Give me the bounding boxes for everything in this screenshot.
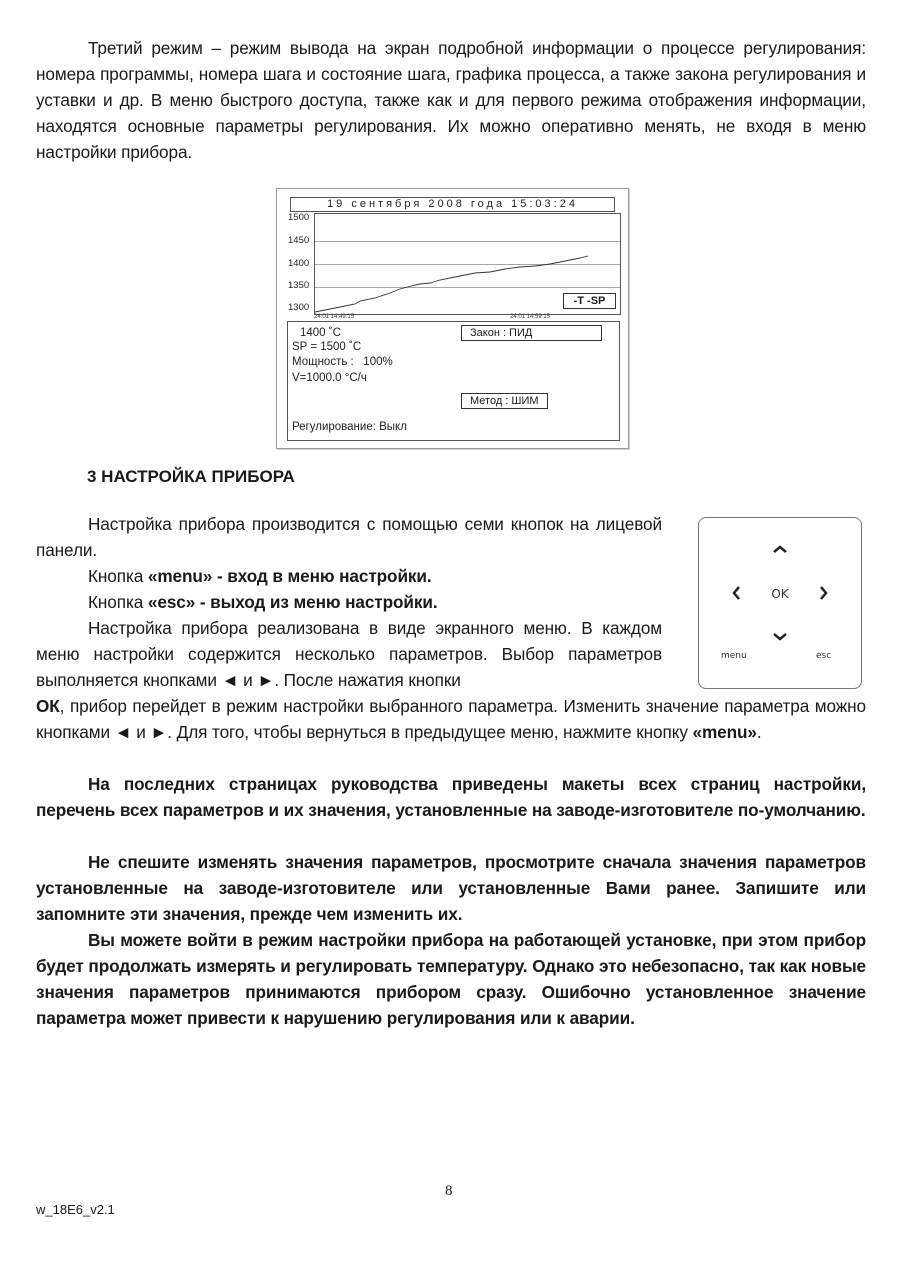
ok-button[interactable]: OK <box>771 587 789 601</box>
x-tick-end: 24:01 14:59:15 <box>510 314 551 320</box>
chart-legend: -T -SP <box>563 293 616 309</box>
menu-navigation-paragraph-part2: ОК, прибор перейдет в режим настройки выбранного параметра. Изменить значение параметра можно кнопками ◄ и ►. Для того, чтобы вернуться в предыдущее меню, нажмите кнопку «menu». <box>36 696 866 742</box>
intro-paragraph: Третий режим – режим вывода на экран подробной информации о процессе регулирования: номера программы, номера шага и состояние шага, графика процесса, а также закона регулирования и уставки и др. В меню быстрого доступа, также как и для первого режима отображения информации, находятся основные параметры регулирования. Их можно оперативно менять, не входя в меню настройки прибора. <box>36 38 866 162</box>
section-heading: 3 НАСТРОЙКА ПРИБОРА <box>87 467 295 486</box>
power-reading: Мощность : 100% <box>292 356 393 368</box>
down-button[interactable] <box>772 632 788 642</box>
y-tick-1300: 1300 <box>288 302 310 313</box>
front-panel-keypad <box>698 517 862 689</box>
caution-paragraph: Не спешите изменять значения параметров, просмотрите сначала значения параметров установленные на заводе-изготовителе или установленные Вами ранее. Запишите или запомните эти значения, прежде чем изменить их. <box>36 852 866 924</box>
menu-button-paragraph: Кнопка «menu» - вход в меню настройки. <box>88 566 432 586</box>
left-button[interactable] <box>731 585 741 601</box>
esc-button[interactable]: esc <box>816 651 832 661</box>
page-number: 8 <box>445 1183 453 1199</box>
y-tick-1350: 1350 <box>288 280 310 291</box>
up-button[interactable] <box>772 544 788 554</box>
defaults-note-paragraph: На последних страницах руководства приведены макеты всех страниц настройки, перечень всех параметров и их значения, установленные на заводе-изготовителе по-умолчанию. <box>36 774 866 820</box>
x-tick-start: 24:01 14:49:15 <box>314 314 355 320</box>
setpoint-reading: SP = 1500 ˚С <box>292 341 362 353</box>
menu-button[interactable]: menu <box>721 651 747 661</box>
y-tick-1500: 1500 <box>288 212 310 223</box>
right-button[interactable] <box>819 585 829 601</box>
chevron-down-icon <box>772 632 788 642</box>
chevron-left-icon <box>731 585 741 601</box>
live-setup-warning-paragraph: Вы можете войти в режим настройки прибора на работающей установке, при этом прибор будет продолжать измерять и регулировать температуру. Однако это небезопасно, так как новые значения параметров принимаются прибором сразу. Ошибочно установленное значение параметра может привести к нарушению регулирования или к аварии. <box>36 930 866 1028</box>
rate-reading: V=1000.0 °С/ч <box>292 372 367 384</box>
chevron-right-icon <box>819 585 829 601</box>
chevron-up-icon <box>772 544 788 554</box>
datetime-bar: 19 сентября 2008 года 15:03:24 <box>290 197 615 212</box>
y-tick-1450: 1450 <box>288 235 310 246</box>
document-code: w_18E6_v2.1 <box>36 1202 115 1217</box>
device-screen-figure <box>276 188 629 449</box>
esc-button-paragraph: Кнопка «esc» - выход из меню настройки. <box>88 592 438 612</box>
setup-intro-paragraph: Настройка прибора производится с помощью семи кнопок на лицевой панели. <box>36 514 662 560</box>
y-tick-1400: 1400 <box>288 258 310 269</box>
menu-navigation-paragraph-part1: Настройка прибора реализована в виде экранного меню. В каждом меню настройки содержится несколько параметров. Выбор параметров выполняется кнопками ◄ и ►. После нажатия кнопки <box>36 618 662 690</box>
law-box: Закон : ПИД <box>461 325 602 341</box>
regulation-status: Регулирование: Выкл <box>292 421 407 433</box>
info-panel <box>287 321 620 441</box>
method-box: Метод : ШИМ <box>461 393 548 409</box>
temperature-reading: 1400 ˚С <box>300 327 341 339</box>
